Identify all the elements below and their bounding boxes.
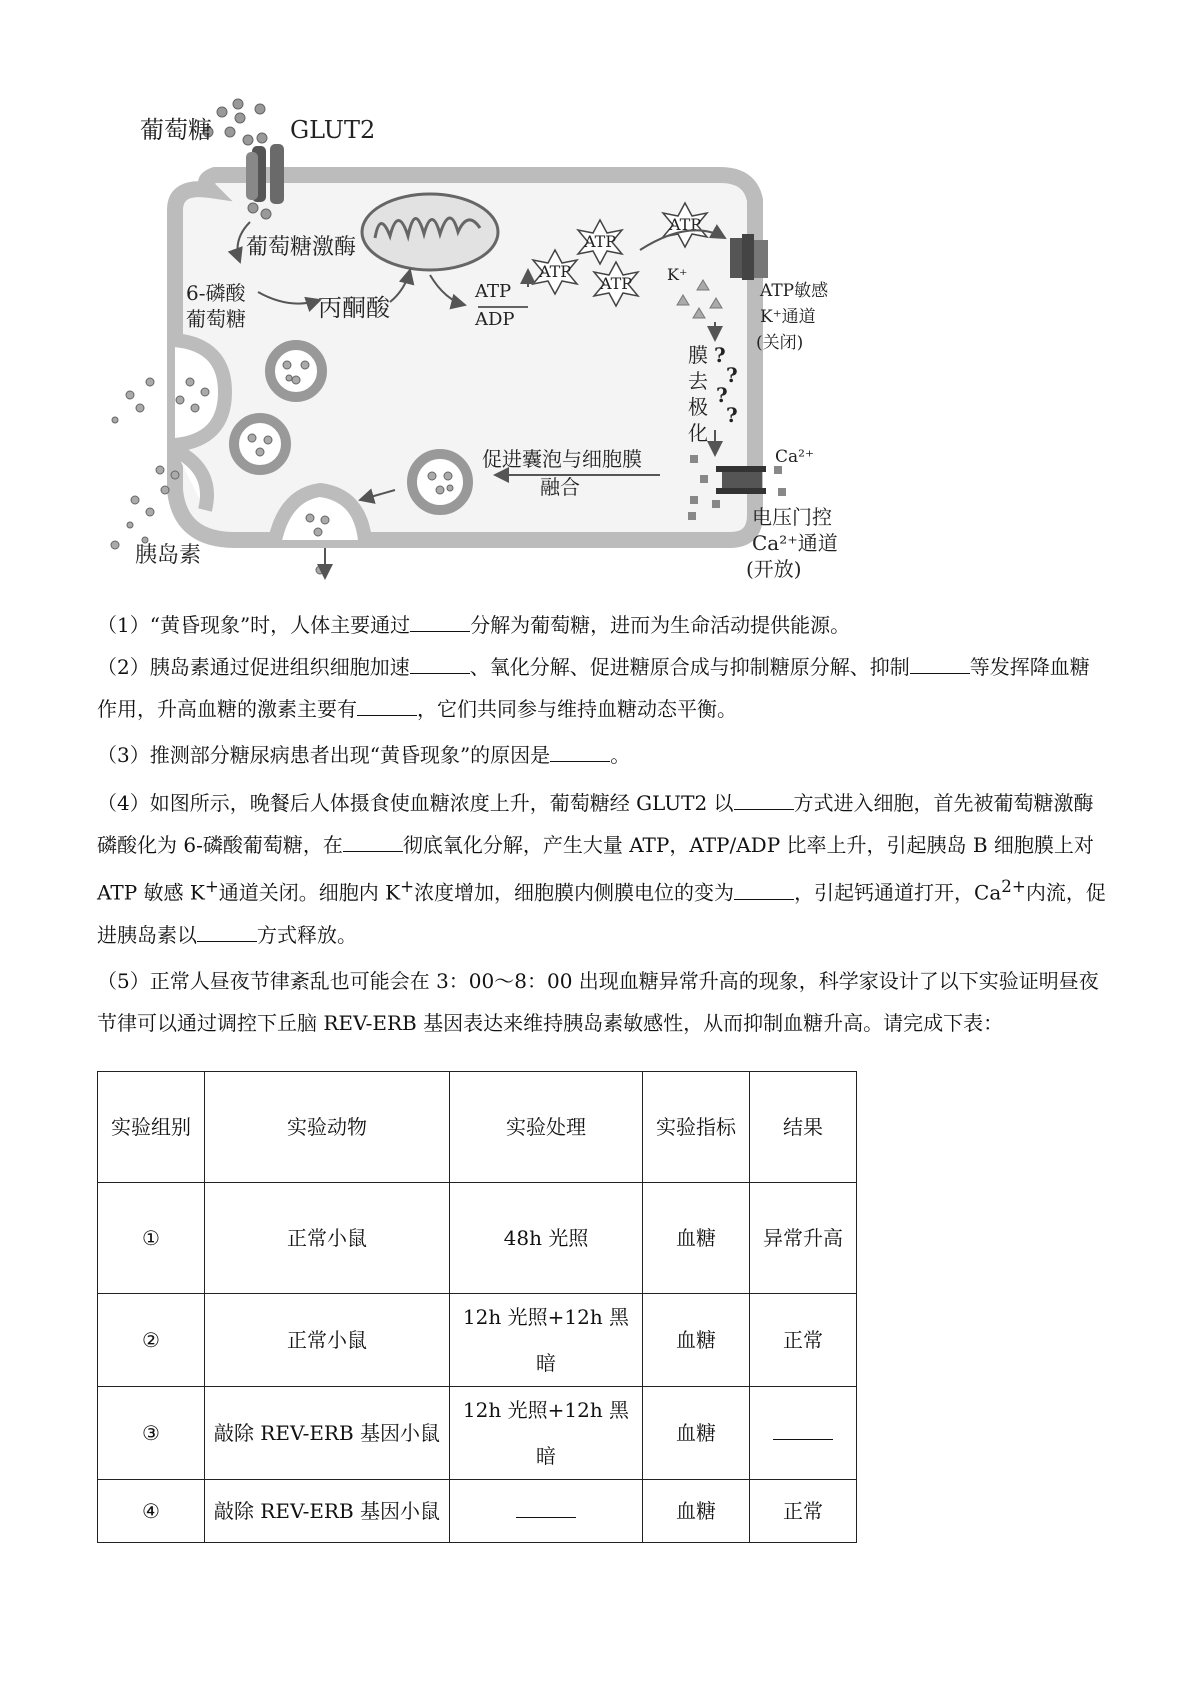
- answer-blank[interactable]: [410, 653, 470, 674]
- mitochondrion: [362, 194, 498, 270]
- glucose-label: 葡萄糖: [140, 116, 212, 144]
- question-2: （2）胰岛素通过促进组织细胞加速 、氧化分解、促进糖原合成与抑制糖原分解、抑制 等发挥降血糖作用，升高血糖的激素主要有 ，它们共同参与维持血糖动态平衡。: [97, 655, 1090, 721]
- answer-blank[interactable]: [734, 879, 794, 900]
- answer-blank[interactable]: [516, 1497, 576, 1518]
- katp-label-line2: K⁺通道: [760, 307, 816, 327]
- voltage-gated-ca-channel: [716, 466, 766, 494]
- question-4: （4）如图所示，晚餐后人体摄食使血糖浓度上升，葡萄糖经 GLUT2 以 方式进入细胞，首先被葡萄糖激酶磷酸化为 6-磷酸葡萄糖，在 彻底氧化分解，产生大量 ATP，ATP/ADP 比率上升，引起胰岛 B 细胞膜上对 ATP 敏感 K+通道关闭。细胞内 K+浓度增加，细胞膜内侧膜电位的变为 ，引起钙通道打开，$Ca^{2+}$内流，促进胰岛素以 方式释放。: [97, 791, 1106, 947]
- beta-cell-diagram: [0, 0, 1200, 600]
- answer-blank[interactable]: [910, 653, 970, 674]
- atp-badge: ATP: [668, 215, 702, 234]
- table-header-row: [98, 1072, 857, 1183]
- adp-label: ADP: [475, 309, 515, 330]
- fusion-label-line1: 促进囊泡与细胞膜: [482, 447, 642, 471]
- table-row: ② 正常小鼠 12h 光照+12h 黑暗 血糖 正常: [98, 1294, 857, 1387]
- pyruvate-label: 丙酮酸: [318, 294, 390, 322]
- header-result: 结果: [750, 1072, 857, 1183]
- atp-badge: ATP: [599, 274, 633, 293]
- insulin-label: 胰岛素: [135, 543, 202, 568]
- table-row: ④ 敲除 REV-ERB 基因小鼠 血糖 正常: [98, 1480, 857, 1543]
- svg-text:膜: 膜: [688, 343, 708, 367]
- svg-text:极: 极: [688, 395, 708, 419]
- svg-text:?: ?: [716, 383, 728, 407]
- vgcc-label-line3: (开放): [746, 557, 802, 581]
- answer-blank[interactable]: [197, 921, 257, 942]
- g6p-label-line1: 6-磷酸: [186, 281, 246, 305]
- svg-text:去: 去: [688, 369, 708, 393]
- header-indicator: 实验指标: [643, 1072, 750, 1183]
- svg-text:?: ?: [714, 343, 726, 367]
- question-5: （5）正常人昼夜节律紊乱也可能会在 3：00～8：00 出现血糖异常升高的现象，科学家设计了以下实验证明昼夜节律可以通过调控下丘脑 REV-ERB 基因表达来维持胰岛素敏感性，从而抑制血糖升高。请完成下表：: [97, 969, 1099, 1035]
- answer-blank[interactable]: [773, 1419, 833, 1440]
- svg-text:化: 化: [688, 421, 708, 445]
- question-1: （1）“黄昏现象”时，人体主要通过 分解为葡萄糖，进而为生命活动提供能源。: [97, 613, 851, 637]
- answer-blank[interactable]: [410, 611, 470, 632]
- answer-blank[interactable]: [550, 741, 610, 762]
- g6p-label-line2: 葡萄糖: [186, 307, 246, 331]
- answer-blank[interactable]: [734, 789, 794, 810]
- header-group: 实验组别: [98, 1072, 205, 1183]
- header-treatment: 实验处理: [450, 1072, 643, 1183]
- katp-label-line1: ATP敏感: [760, 281, 829, 301]
- svg-text:?: ?: [726, 363, 738, 387]
- vgcc-label-line2: Ca²⁺通道: [752, 531, 838, 555]
- treatment-blank-cell[interactable]: [450, 1480, 643, 1543]
- table-row: ① 正常小鼠 48h 光照 血糖 异常升高: [98, 1183, 857, 1294]
- katp-label-line3: (关闭): [756, 333, 804, 353]
- fusion-label-line2: 融合: [540, 475, 580, 499]
- svg-text:?: ?: [726, 403, 738, 427]
- glut2-transporter: [246, 144, 284, 204]
- atp-label: ATP: [475, 281, 512, 302]
- question-3: （3）推测部分糖尿病患者出现“黄昏现象”的原因是 。: [97, 743, 631, 767]
- atp-badge: ATP: [538, 262, 572, 281]
- atp-badge: ATP: [583, 232, 617, 251]
- result-blank-cell[interactable]: [750, 1387, 857, 1480]
- answer-blank[interactable]: [343, 831, 403, 852]
- glut2-label: GLUT2: [290, 116, 376, 144]
- table-row: ③ 敲除 REV-ERB 基因小鼠 12h 光照+12h 黑暗 血糖: [98, 1387, 857, 1480]
- answer-blank[interactable]: [357, 695, 417, 716]
- katp-channel: [730, 234, 768, 280]
- header-animal: 实验动物: [205, 1072, 450, 1183]
- k-ion-label: K⁺: [667, 265, 688, 284]
- glucokinase-label: 葡萄糖激酶: [246, 235, 357, 260]
- vgcc-label-line1: 电压门控: [752, 505, 832, 529]
- experiment-table: [97, 1071, 857, 1543]
- ca-ion-label: Ca²⁺: [775, 447, 814, 467]
